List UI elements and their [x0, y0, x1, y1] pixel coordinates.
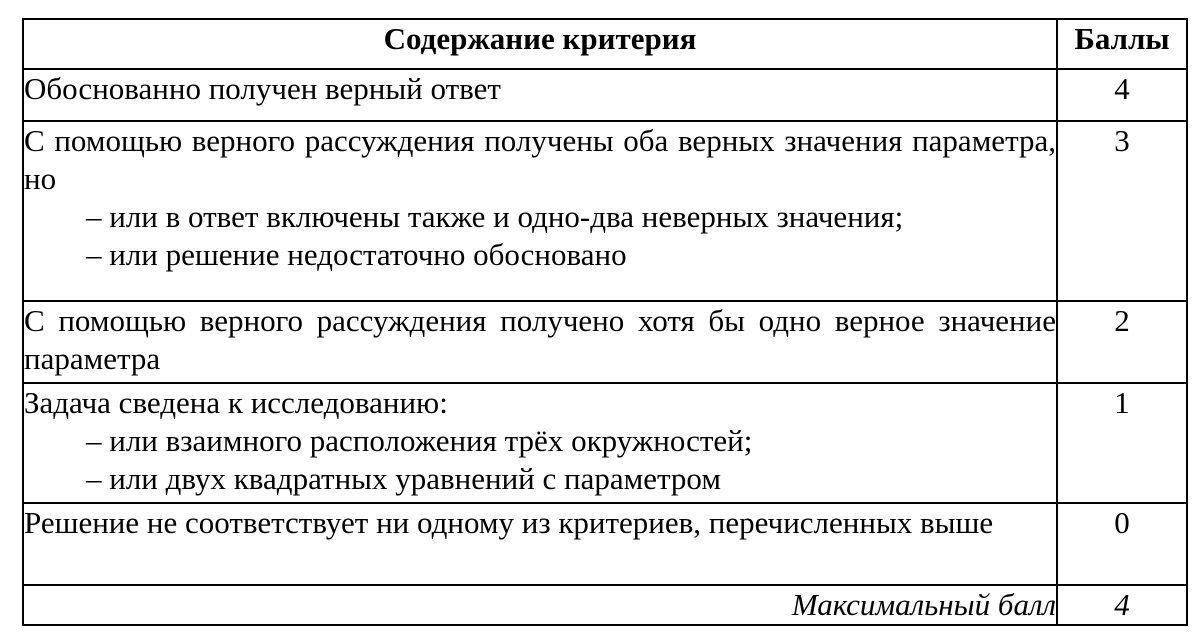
- criterion-header: Содержание критерия: [23, 19, 1057, 69]
- criterion-cell: [23, 301, 1057, 383]
- criterion-cell: [23, 503, 1057, 585]
- table-row: [23, 69, 1187, 121]
- table-row: [23, 121, 1187, 301]
- criterion-cell: [23, 383, 1057, 503]
- score-cell: 2: [1057, 301, 1187, 383]
- criterion-subitem: – или двух квадратных уравнений с параметром: [86, 461, 721, 496]
- criterion-text: Задача сведена к исследованию:: [24, 385, 448, 420]
- criterion-cell: [23, 121, 1057, 301]
- max-score-row: [23, 585, 1187, 625]
- score-cell: 4: [1057, 69, 1187, 121]
- criterion-text: С помощью верного рассуждения получено хотя бы одно верное значение параметра: [24, 303, 1056, 376]
- criterion-text: Обоснованно получен верный ответ: [24, 71, 501, 106]
- criterion-subitem: – или решение недостаточно обосновано: [86, 237, 627, 272]
- header-row: [23, 19, 1187, 69]
- criteria-table: [22, 18, 1188, 626]
- points-header: Баллы: [1057, 19, 1187, 69]
- table-row: [23, 383, 1187, 503]
- table-row: [23, 503, 1187, 585]
- criterion-subitem: – или в ответ включены также и одно-два неверных значения;: [86, 199, 904, 234]
- criterion-cell: [23, 69, 1057, 121]
- score-cell: 1: [1057, 383, 1187, 503]
- table-row: [23, 301, 1187, 383]
- criterion-subitem: – или взаимного расположения трёх окружностей;: [86, 423, 753, 458]
- max-score-value: 4: [1057, 585, 1187, 625]
- criterion-text: С помощью верного рассуждения получены оба верных значения параметра, но: [24, 123, 1056, 196]
- score-cell: 0: [1057, 503, 1187, 585]
- criterion-text: Решение не соответствует ни одному из критериев, перечисленных выше: [24, 505, 994, 540]
- max-score-label: Максимальный балл: [23, 585, 1057, 625]
- score-cell: 3: [1057, 121, 1187, 301]
